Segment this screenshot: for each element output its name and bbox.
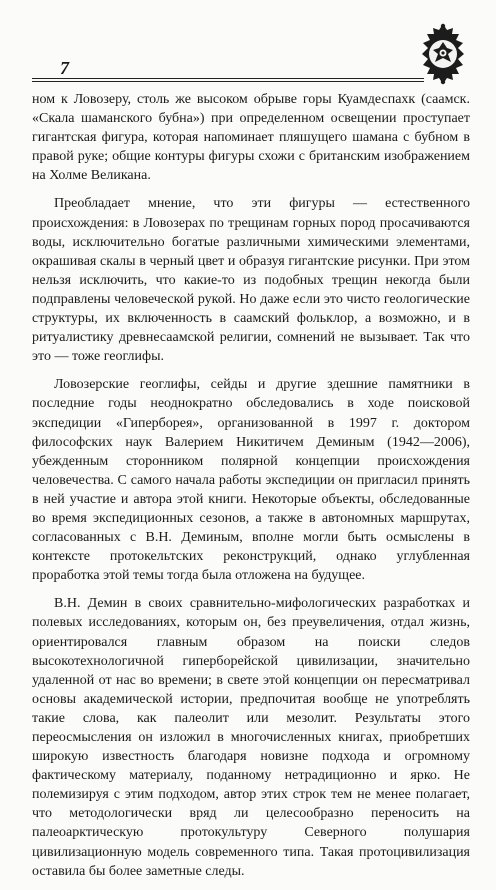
header-rule-top — [32, 78, 424, 79]
paragraph: Ловозерские геоглифы, сейды и другие здешние памятники в последние годы неоднократно обследовались в ходе поисковой экспедиции «Гиперборея», организованной в 1997 г. доктором философских наук Валерием Никитичем Деминым (1942—2006), убежденным сторонником полярной концепции происхождения человечества. С самого начала работы экспедиции он пригласил принять в ней участие и автора этой книги. Некоторые объекты, обследованные во время экспедиционных сезонов, а также в автономных маршрутах, согласованных с В.Н. Деминым, вполне могли быть осмыслены в контексте протокельтских реконструкций, однако углубленная проработка этой темы тогда была отложена на будущее. — [32, 377, 470, 584]
paragraph: Преобладает мнение, что эти фигуры — естественного происхождения: в Ловозерах по трещинам горных пород просачиваются воды, исключительно богатые различными химическими элементами, окрашивая скалы в черный цвет и образуя гигантские рисунки. При этом нельзя исключить, что какие-то из подобных трещин некогда были подправлены человеческой рукой. Но даже если это чисто геологические структуры, их включенность в саамский фольклор, а возможно, и в ритуалистику древнесаамской религии, сомнений не вызывает. Так что это — тоже геоглифы. — [32, 196, 470, 365]
paragraph: ном к Ловозеру, столь же высоком обрыве горы Куамдеспахк (саамск. «Скала шаманского бубна») при определенном освещении проступает гигантская фигура, которая напоминает пляшущего шамана с бубном в правой руке; общие контуры фигуры схожи с британским изображением на Холме Великана. — [32, 92, 470, 184]
paragraph: В.Н. Демин в своих сравнительно-мифологических разработках и полевых исследованиях, которым он, без преувеличения, отдал жизнь, ориентировался главным образом на поиски следов высокотехнологичной гиперборейской цивилизации, значительно удаленной от нас во времени; в свете этой концепции он пересматривал основы академической истории, предпочитая вообще не употреблять такие слова, как палеолит или мезолит. Результаты этого переосмысления он изложил в многочисленных книгах, приобретших широкую известность благодаря новизне подхода и огромному фактическому материалу, поданному нетрадиционно и ярко. Не полемизируя с этим подходом, автор этих строк тем не менее полагает, что методологически вряд ли целесообразно переносить на палеоарктическую протокультуру Северного полушария цивилизационную модель современного типа. Такая протоцивилизация оставила бы более заметные следы. — [32, 596, 470, 879]
body-text — [32, 90, 470, 890]
page-header — [32, 58, 424, 84]
page-number: 7 — [60, 58, 69, 78]
ornamental-crest-icon — [418, 22, 468, 86]
header-rule-bottom — [32, 81, 424, 82]
